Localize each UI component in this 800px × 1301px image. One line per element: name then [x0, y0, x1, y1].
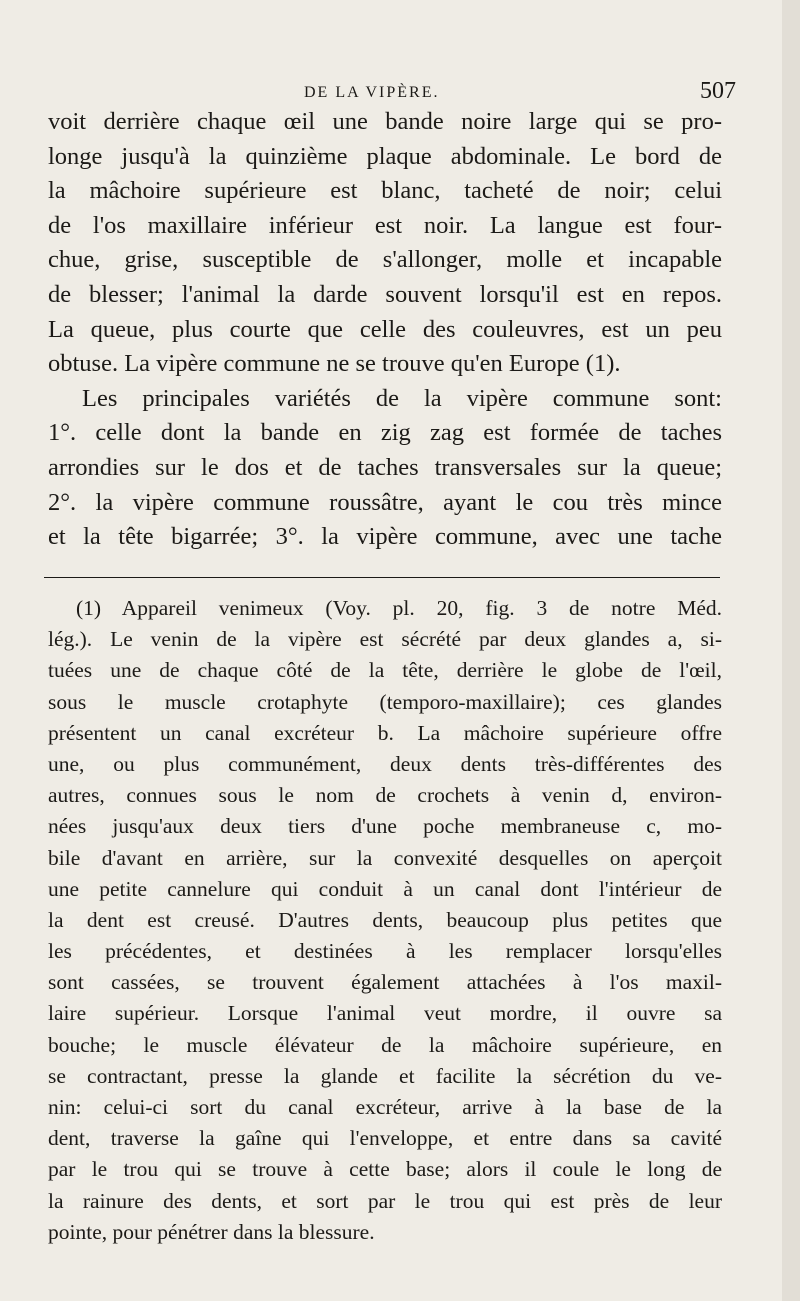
text-line: et la tête bigarrée; 3°. la vipère commune, avec une tache [48, 523, 722, 551]
footnote-line: laire supérieur. Lorsque l'animal veut mordre, il ouvre sa [48, 1001, 722, 1026]
text-line: 1°. celle dont la bande en zig zag est formée de taches [48, 419, 722, 447]
text-line: de blesser; l'animal la darde souvent lorsqu'il est en repos. [48, 280, 722, 308]
footnote-line: présentent un canal excréteur b. La mâchoire supérieure offre [48, 720, 722, 745]
footnote-line: autres, connues sous le nom de crochets à venin d, environ- [48, 783, 722, 808]
footnote-line: tuées une de chaque côté de la tête, derrière le globe de l'œil, [48, 658, 722, 683]
footnote-line: nin: celui-ci sort du canal excréteur, arrive à la base de la [48, 1095, 722, 1119]
text-line: La queue, plus courte que celle des couleuvres, est un peu [48, 315, 722, 343]
text-line: de l'os maxillaire inférieur est noir. La langue est four- [48, 211, 722, 239]
footnote-line: (1) Appareil venimeux (Voy. pl. 20, fig. 3 de notre Méd. [76, 596, 722, 620]
text-line: arrondies sur le dos et de taches transversales sur la queue; [48, 453, 722, 481]
text-line: voit derrière chaque œil une bande noire large qui se pro- [48, 108, 722, 135]
footnote-line: la rainure des dents, et sort par le trou qui est près de leur [48, 1188, 722, 1213]
running-title: DE LA VIPÈRE. [304, 84, 440, 101]
page-edge-shadow [782, 0, 800, 1301]
footnote-line: les précédentes, et destinées à les remplacer lorsqu'elles [48, 939, 722, 964]
page-number: 507 [700, 78, 736, 104]
text-line: chue, grise, susceptible de s'allonger, molle et incapable [48, 246, 722, 274]
text-line: Les principales variétés de la vipère commune sont: [82, 384, 722, 412]
footnote-line: sont cassées, se trouvent également attachées à l'os maxil- [48, 970, 722, 995]
text-line: obtuse. La vipère commune ne se trouve qu'en Europe (1). [48, 350, 621, 378]
footnote-line: la dent est creusé. D'autres dents, beaucoup plus petites que [48, 907, 722, 932]
footnote-line: se contractant, presse la glande et facilite la sécrétion du ve- [48, 1063, 722, 1088]
footnote-separator-rule [44, 577, 720, 578]
footnote-line: lég.). Le venin de la vipère est sécrété par deux glandes a, si- [48, 627, 722, 652]
footnote-line: bouche; le muscle élévateur de la mâchoire supérieure, en [48, 1032, 722, 1057]
text-line: longe jusqu'à la quinzième plaque abdominale. Le bord de [48, 142, 722, 170]
footnote-line: une, ou plus communément, deux dents très-différentes des [48, 751, 722, 776]
main-text-block [48, 105, 722, 555]
footnote-line: sous le muscle crotaphyte (temporo-maxillaire); ces glandes [48, 689, 722, 714]
footnote-line: par le trou qui se trouve à cette base; alors il coule le long de [48, 1157, 722, 1182]
footnote-line: nées jusqu'aux deux tiers d'une poche membraneuse c, mo- [48, 814, 722, 839]
footnote-block [48, 593, 722, 1248]
running-head [46, 78, 736, 108]
footnote-line: bile d'avant en arrière, sur la convexité desquelles on aperçoit [48, 845, 722, 870]
footnote-line: pointe, pour pénétrer dans la blessure. [48, 1219, 375, 1244]
footnote-line: dent, traverse la gaîne qui l'enveloppe, et entre dans sa cavité [48, 1126, 722, 1151]
footnote-line: une petite cannelure qui conduit à un canal dont l'intérieur de [48, 876, 722, 901]
text-line: la mâchoire supérieure est blanc, tacheté de noir; celui [48, 177, 722, 205]
text-line: 2°. la vipère commune roussâtre, ayant le cou très mince [48, 488, 722, 516]
